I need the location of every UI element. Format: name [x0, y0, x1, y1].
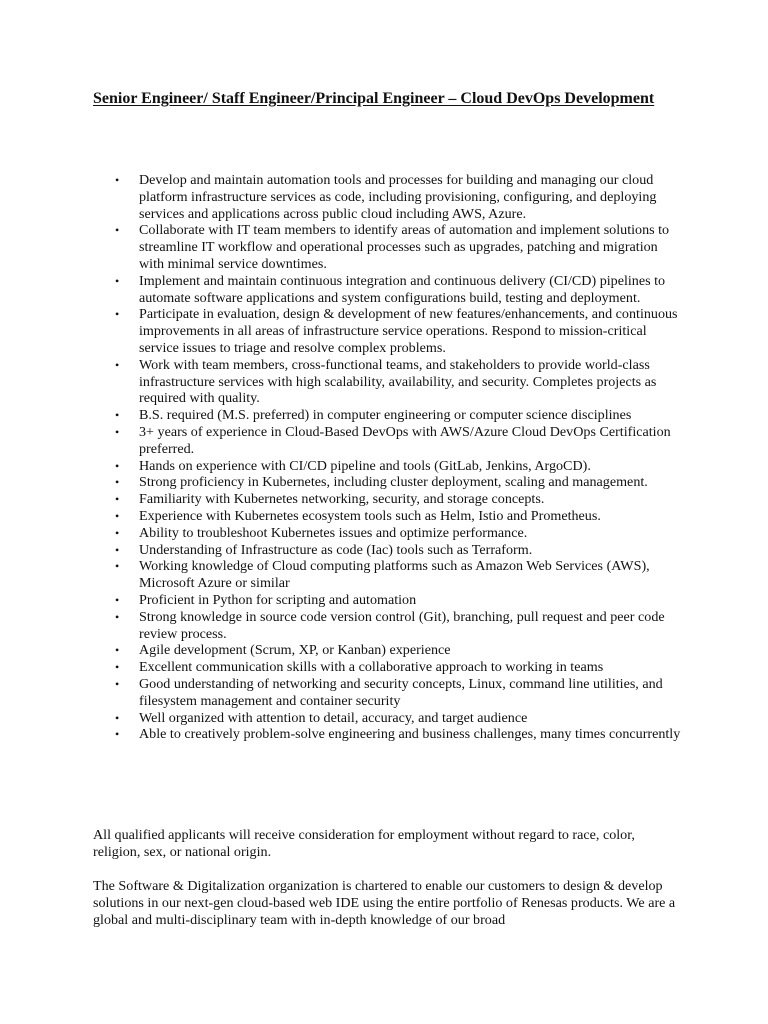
bullet-icon: • [115, 559, 120, 574]
list-item [115, 491, 684, 508]
bullet-icon: • [115, 173, 120, 187]
list-item-text: Ability to troubleshoot Kubernetes issues and optimize performance. [139, 524, 528, 541]
list-item [115, 272, 684, 307]
list-item-text: Collaborate with IT team members to identify areas of automation and implement solutions to streamline IT workflow and operational processes such as upgrades, patching and migration with minimal service downtimes. [139, 222, 670, 272]
list-item-text: Understanding of Infrastructure as code (Iac) tools such as Terraform. [139, 541, 533, 558]
bullet-icon: • [115, 676, 120, 691]
list-item-text: Hands on experience with CI/CD pipeline and tools (GitLab, Jenkins, ArgoCD). [139, 457, 591, 474]
list-item [115, 474, 684, 491]
list-item-text: Working knowledge of Cloud computing platforms such as Amazon Web Services (AWS), Microsoft Azure or similar [139, 558, 650, 592]
bullet-icon: • [115, 408, 120, 423]
list-item-text: Agile development (Scrum, XP, or Kanban) experience [139, 642, 451, 659]
list-item [115, 659, 684, 676]
eeo-paragraph: All qualified applicants will receive consideration for employment without regard to race, color, religion, sex, or national origin. [93, 827, 635, 860]
list-item-text: Strong knowledge in source code version control (Git), branching, pull request and peer code review process. [139, 608, 665, 642]
list-item [115, 709, 684, 727]
list-item [115, 356, 684, 407]
list-item [115, 608, 684, 643]
list-item [115, 541, 684, 559]
list-item-text: Develop and maintain automation tools and processes for building and managing our cloud platform infrastructure services as code, including provisioning, configuring, and deploying services and applications across public cloud including AWS, Azure. [139, 172, 657, 222]
list-item [115, 726, 684, 743]
bullet-icon: • [115, 458, 120, 473]
list-item [115, 457, 684, 475]
list-item [115, 675, 684, 710]
organization-paragraph: The Software & Digitalization organization is chartered to enable our customers to design & develop solutions in our next-gen cloud-based web IDE using the entire portfolio of Renesas products. We are a global and multi-disciplinary team with in-depth knowledge of our broad [93, 878, 676, 928]
list-item-text: Strong proficiency in Kubernetes, including cluster deployment, scaling and management. [139, 474, 648, 491]
bullet-icon: • [115, 273, 120, 288]
list-item-text: Good understanding of networking and security concepts, Linux, command line utilities, and filesystem management and container security [139, 675, 663, 709]
bullet-icon: • [115, 357, 120, 372]
list-item [115, 423, 684, 458]
list-item [115, 172, 684, 222]
bullet-icon: • [115, 542, 120, 557]
list-item [115, 507, 684, 525]
bullet-icon: • [115, 492, 120, 507]
bullet-icon: • [115, 592, 120, 607]
bullet-icon: • [115, 710, 120, 725]
list-item-text: Implement and maintain continuous integration and continuous delivery (CI/CD) pipelines to automate software applications and system configurations build, testing and deployment. [139, 272, 666, 306]
list-item-text: 3+ years of experience in Cloud-Based DevOps with AWS/Azure Cloud DevOps Certification preferred. [139, 423, 671, 457]
bullet-icon: • [115, 609, 120, 624]
list-item-text: Proficient in Python for scripting and automation [139, 591, 417, 608]
list-item-text: Well organized with attention to detail, accuracy, and target audience [139, 709, 528, 726]
list-item-text: Able to creatively problem-solve engineering and business challenges, many times concurrently [139, 726, 681, 743]
list-item [115, 407, 684, 424]
list-item [115, 222, 684, 272]
bullet-icon: • [115, 643, 120, 658]
list-item-text: Excellent communication skills with a collaborative approach to working in teams [139, 659, 604, 676]
list-item [115, 306, 684, 356]
bullet-icon: • [115, 424, 120, 439]
requirements-list [115, 172, 684, 743]
bullet-icon: • [115, 223, 120, 238]
document-title: Senior Engineer/ Staff Engineer/Principal Engineer – Cloud DevOps Development [93, 90, 655, 107]
list-item [115, 642, 684, 659]
bullet-icon: • [115, 525, 120, 540]
bullet-icon: • [115, 727, 120, 742]
list-item-text: Experience with Kubernetes ecosystem tools such as Helm, Istio and Prometheus. [139, 507, 601, 524]
list-item-text: Work with team members, cross-functional teams, and stakeholders to provide world-class infrastructure services with high scalability, availability, and security. Completes projects as required with quality. [139, 356, 657, 407]
bullet-icon: • [115, 660, 120, 675]
bullet-icon: • [115, 475, 120, 490]
list-item-text: B.S. required (M.S. preferred) in computer engineering or computer science disciplines [139, 407, 632, 424]
list-item [115, 591, 684, 609]
list-item [115, 558, 684, 592]
bullet-icon: • [115, 307, 120, 322]
list-item-text: Participate in evaluation, design & development of new features/enhancements, and continuous improvements in all areas of infrastructure service operations. Respond to mission-critical service issues to triage and resolve complex problems. [139, 306, 678, 356]
bullet-icon: • [115, 508, 120, 523]
list-item [115, 524, 684, 542]
list-item-text: Familiarity with Kubernetes networking, security, and storage concepts. [139, 491, 545, 508]
